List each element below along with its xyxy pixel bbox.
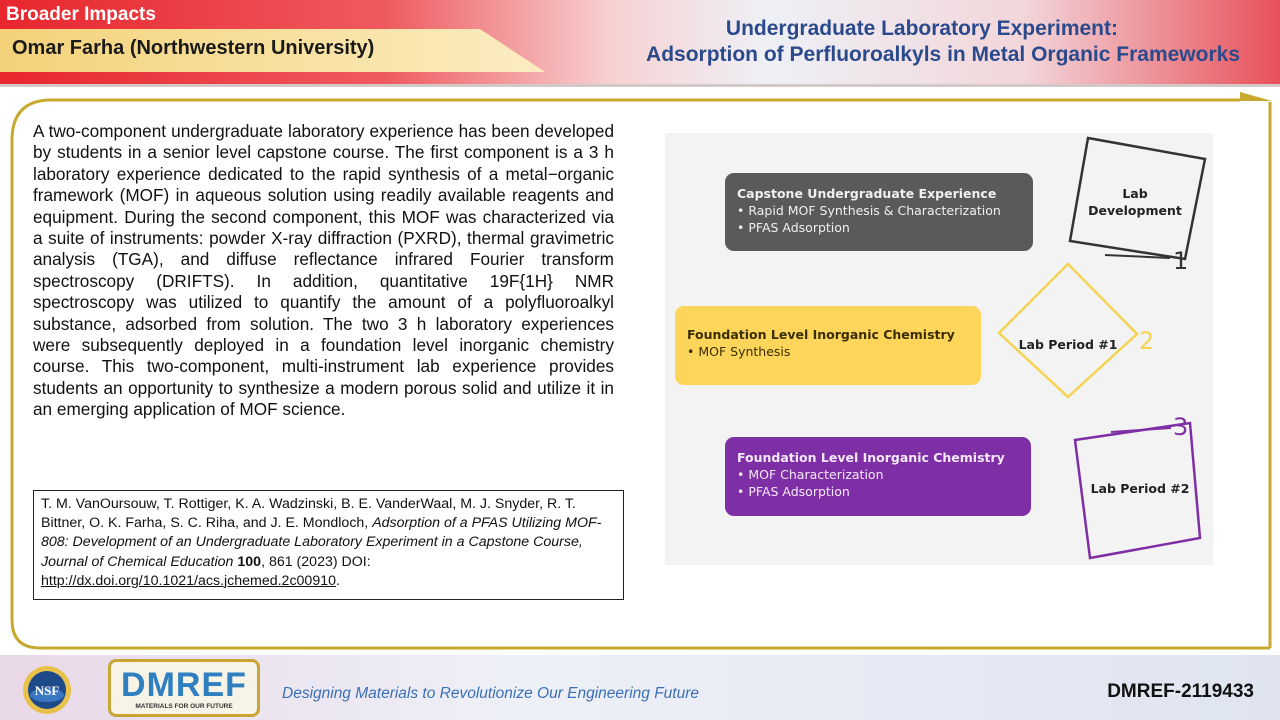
- capstone-box-title: Capstone Undergraduate Experience: [737, 186, 997, 201]
- lab-flow-figure: [665, 133, 1213, 565]
- foundation-characterization-box: [725, 437, 1031, 516]
- citation-box: [33, 490, 624, 600]
- capstone-item: • Rapid MOF Synthesis & Characterization: [737, 202, 1021, 219]
- dmref-logo: [108, 659, 260, 717]
- step-number-3: 3: [1173, 413, 1189, 441]
- foundation-characterization-item: • MOF Characterization: [737, 466, 1019, 483]
- lab-development-label: [1085, 185, 1185, 219]
- lab-period-2-label: Lab Period #2: [1090, 481, 1190, 496]
- capstone-box: [725, 173, 1033, 251]
- lab-period-1-diamond: [999, 264, 1137, 397]
- capstone-item: • PFAS Adsorption: [737, 219, 1021, 236]
- title-line-2: Adsorption of Perfluoroalkyls in Metal Organic Frameworks: [646, 43, 1240, 66]
- foundation-characterization-item: • PFAS Adsorption: [737, 483, 1019, 500]
- dmref-logo-subtitle: MATERIALS FOR OUR FUTURE: [135, 703, 233, 710]
- doi-link[interactable]: http://dx.doi.org/10.1021/acs.jchemed.2c00910: [41, 572, 336, 589]
- foundation-characterization-title: Foundation Level Inorganic Chemistry: [737, 450, 1005, 465]
- citation-title: Adsorption of a PFAS Utilizing MOF-808: Development of an Undergraduate Laboratory Experiment in a Capstone Course, Journal of Chemical Education: [41, 515, 602, 570]
- citation-authors: T. M. VanOursouw, T. Rottiger, K. A. Wadzinski, B. E. VanderWaal, M. J. Snyder, R. T. Bittner, O. K. Farha, S. C. Riha, and J. E. Mondloch,: [41, 496, 576, 532]
- lab-development-label-line2: Development: [1088, 203, 1182, 218]
- lab-period-1-label: Lab Period #1: [1018, 337, 1118, 352]
- lab-development-label-line1: Lab: [1122, 186, 1148, 201]
- abstract-text: A two-component undergraduate laboratory experience has been developed by students in a senior level capstone course. The first component is a 3 h laboratory experience dedicated to the rapid synthesis of a metal−organic framework (MOF) in aqueous solution using readily available reagents and equipment. During the second component, this MOF was characterized via a suite of instruments: powder X-ray diffraction (PXRD), thermal gravimetric analysis (TGA), and diffuse reflectance infrared Fourier transform spectroscopy (DRIFTS). In addition, quantitative 19F{1H} NMR spectroscopy was utilized to quantify the amount of a polyfluoroalkyl substance, adsorbed from solution. The two 3 h laboratory experiences were subsequently deployed in a foundation level inorganic chemistry course. This two-component, multi-instrument lab experience provides students an opportunity to synthesize a modern porous solid and utilize it in an emerging application of MOF science.: [33, 121, 614, 420]
- foundation-synthesis-title: Foundation Level Inorganic Chemistry: [687, 327, 955, 342]
- section-label: Broader Impacts: [6, 4, 156, 25]
- title-line-1: Undergraduate Laboratory Experiment:: [725, 17, 1118, 40]
- step-number-1: 1: [1173, 247, 1189, 275]
- award-number: DMREF-2119433: [1107, 681, 1254, 702]
- nsf-logo: [16, 665, 78, 715]
- slide-title: [480, 16, 1240, 68]
- header-divider: [0, 84, 1280, 87]
- citation-pages: , 861 (2023) DOI:: [261, 553, 371, 570]
- nsf-logo-text: NSF: [34, 683, 60, 698]
- citation-end: .: [336, 572, 340, 589]
- foundation-synthesis-item: • MOF Synthesis: [687, 343, 969, 360]
- frame-arrow-top: [1240, 92, 1272, 101]
- author-name: Omar Farha (Northwestern University): [12, 37, 375, 59]
- footer-tagline: Designing Materials to Revolutionize Our Engineering Future: [282, 685, 699, 702]
- citation-volume: 100: [237, 553, 262, 570]
- foundation-synthesis-box: [675, 306, 981, 385]
- dmref-logo-text: DMREF: [121, 666, 247, 704]
- step-number-2: 2: [1139, 327, 1155, 355]
